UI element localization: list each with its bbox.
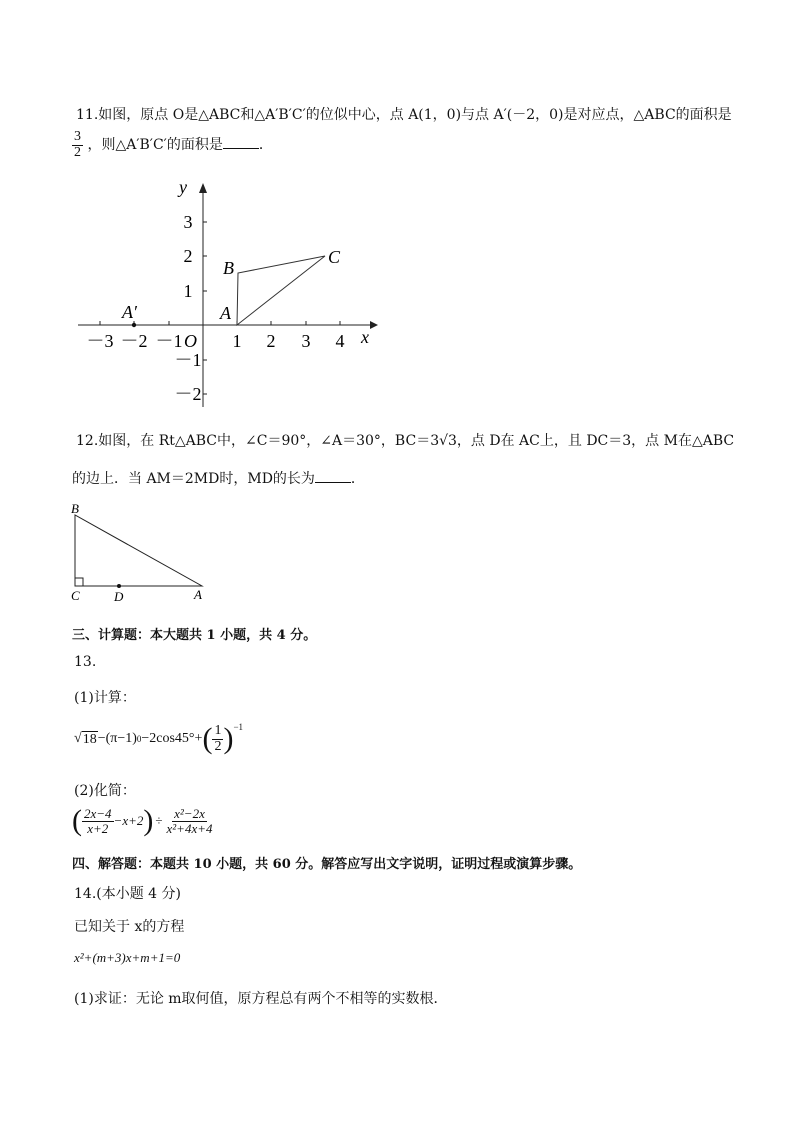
y-tick: 3 [183, 212, 193, 232]
point-c-label: C [328, 247, 341, 267]
point-b-label: B [223, 258, 234, 278]
label-d: D [114, 589, 124, 604]
x-tick: －3 [86, 331, 114, 351]
y-axis-arrow [199, 183, 207, 193]
q12-text-line1: 12.如图，在 Rt△ABC中，∠C＝90°，∠A＝30°，BC＝3√3，点 D在 AC上，且 DC＝3，点 M在△ABC [76, 433, 735, 449]
q12-triangle-figure [66, 500, 216, 606]
fraction-2: $\frac{\text{x²−2x}}{\text{x²+4x+4}}$ [166, 805, 213, 836]
x-tick: 4 [335, 331, 345, 351]
x-axis-label: x [361, 327, 369, 347]
triangle-abc [237, 256, 325, 325]
q13-expression-2: ( $\frac{2x-4}{x+2}$ −x+2 ) ÷ $\frac{\text{x²−2x}}{\text{x²+4x+4}}$ [72, 804, 213, 837]
q11-text-line1: 11.如图，原点 O是△ABC和△A′B′C′的位似中心，点 A(1，0)与点 A′(－2，0)是对应点，△ABC的面积是 [76, 107, 732, 123]
q13-part2-label: (2)化简： [74, 783, 136, 799]
section-3-heading: 三、计算题：本大题共 1 小题，共 4 分。 [72, 628, 317, 643]
q13-expression-1: √ 18 −(π−1) 0 −2cos45°+ ( $\frac{1}{2}$ ) $^{-1}$ [74, 722, 244, 755]
answer-blank [223, 135, 259, 149]
q11-coordinate-graph [70, 175, 380, 415]
q14-heading: 14.(本小题 4 分) [74, 886, 181, 902]
right-angle-mark [75, 578, 83, 586]
q11-fraction: $\frac{3}{2}$ [74, 129, 81, 160]
point-a-label: A [220, 303, 231, 323]
sqrt-symbol: √ [74, 731, 82, 746]
q14-equation: x²+(m+3)x+m+1=0 [74, 950, 181, 965]
fraction-1: $\frac{2x-4}{x+2}$ [84, 805, 112, 836]
right-paren: ) [143, 804, 154, 837]
x-tick: 1 [232, 331, 242, 351]
x-axis-arrow [370, 321, 378, 329]
x-tick: －1 [155, 331, 183, 351]
y-tick: －2 [174, 384, 202, 404]
x-tick: －2 [120, 331, 148, 351]
label-c: C [71, 588, 80, 603]
q12-text-line2: 的边上．当 AM＝2MD时，MD的长为 ． [72, 471, 365, 487]
q13-part1-label: (1)计算： [74, 690, 136, 706]
half-fraction: $\frac{1}{2}$ [214, 722, 222, 754]
right-paren: ) [223, 722, 234, 755]
section-4-heading: 四、解答题：本题共 10 小题，共 60 分。解答应写出文字说明，证明过程或演算步骤。 [72, 857, 582, 872]
right-triangle-abc [75, 515, 202, 586]
answer-blank [315, 469, 351, 483]
x-tick: 3 [301, 331, 311, 351]
left-paren: ( [202, 722, 213, 755]
point-a-prime-label: A′ [122, 302, 137, 322]
y-tick: －1 [174, 350, 202, 370]
q14-line1: 已知关于 x的方程 [74, 919, 185, 935]
x-tick: 2 [266, 331, 276, 351]
label-b: B [71, 501, 79, 516]
q14-part1: (1)求证：无论 m取何值，原方程总有两个不相等的实数根． [74, 991, 448, 1007]
y-tick: 2 [183, 246, 193, 266]
point-d [117, 584, 121, 588]
origin-label: O [184, 331, 197, 351]
q11-text-line2: $\frac{3}{2}$ ，则△A′B′C′的面积是 ． [74, 129, 273, 160]
q13-number: 13. [74, 654, 97, 670]
point-a-prime [132, 323, 136, 327]
y-axis-label: y [179, 177, 187, 197]
label-a: A [194, 587, 202, 602]
y-tick: 1 [183, 281, 193, 301]
left-paren: ( [72, 804, 82, 837]
